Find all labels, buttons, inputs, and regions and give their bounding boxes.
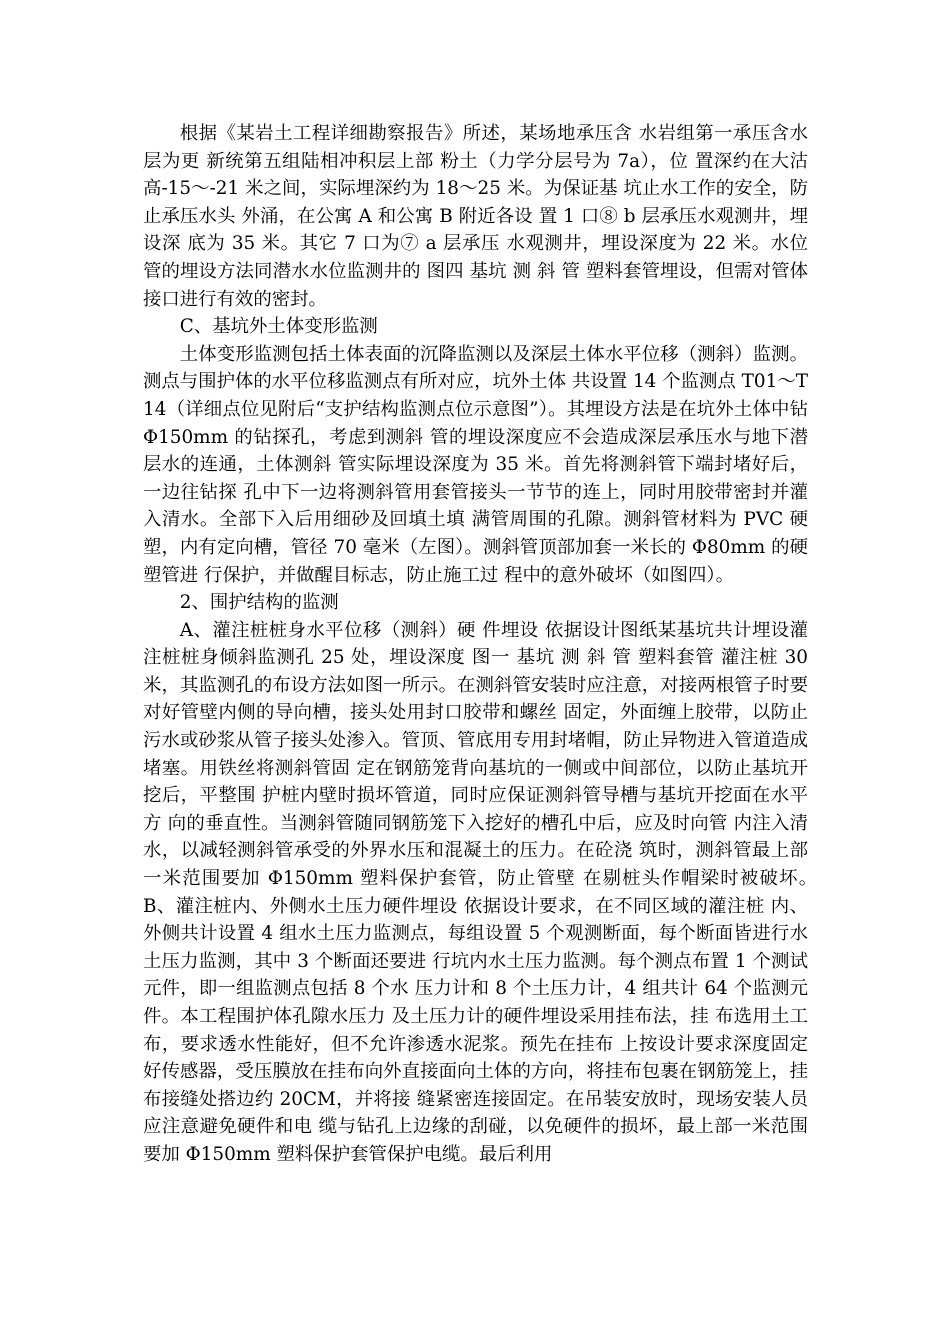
heading-soil-deformation-monitoring: C、基坑外土体变形监测 [179,316,378,338]
paragraph-soil-deformation: 土体变形监测包括土体表面的沉降监测以及深层土体水平位移（测斜）监测。测点与围护体的水平位移监测点有所对应，坑外土体 共设置 14 个监测点 T01～T14（详细点位见附后“支护结构监测点位示意图”）。其埋设方法是在坑外土体中钻 Φ150mm 的钻探孔，考虑到测斜 管的埋设深度应不会造成深层承压水与地下潜层水的连通，土体测斜 管实际埋设深度为 35 米。首先将测斜管下端封堵好后，一边往钻探 孔中下一边将测斜管用套管接头一节节的连上，同时用胶带密封并灌 入清水。全部下入后用细砂及回填土填 满管周围的孔隙。测斜管材料为 PVC 硬 塑，内有定向槽，管径 70 毫米（左图）。测斜管顶部加套一米长的 Φ80mm 的硬 塑管进 行保护，并做醒目标志，防止施工过 程中的意外破坏（如图四）。 [143,343,808,586]
heading-retaining-structure-monitoring: 2、围护结构的监测 [179,592,339,614]
document-body [143,120,833,1169]
paragraph-pile-inclinometer: A、灌注桩桩身水平位移（测斜）硬 件埋设 依据设计图纸某基坑共计埋设灌 注桩桩身倾斜监测孔 25 处，埋设深度 图一 基坑 测 斜 管 塑料套管 灌注桩 30 米，其监测孔的布设方法如图一所示。在测斜管安装时应注意，对接两根管子时要对好管壁内侧的导向槽，接头处用封口胶带和螺丝 固定，外面缠上胶带，以防止污水或砂浆从管子接头处渗入。管顶、管底用专用封堵帽，防止异物进入管道造成堵塞。用铁丝将测斜管固 定在钢筋笼背向基坑的一侧或中间部位，以防止基坑开挖后，平整围 护桩内壁时损坏管道，同时应保证测斜管导槽与基坑开挖面在水平方 向的垂直性。当测斜管随同钢筋笼下入挖好的槽孔中后，应及时向管 内注入清水，以减轻测斜管承受的外界水压和混凝土的压力。在砼浇 筑时，测斜管最上部一米范围要加 Φ150mm 塑料保护套管，防止管壁 在剔桩头作帽梁时被破坏。 B、灌注桩内、外侧水土压力硬件埋设 依据设计要求，在不同区域的灌注桩 内、外侧共计设置 4 组水土压力监测点，每组设置 5 个观测断面，每个断面皆进行水土压力监测，其中 3 个断面还要进 行坑内水土压力监测。每个测点布置 1 个测试元件，即一组监测点包括 8 个水 压力计和 8 个土压力计，4 组共计 64 个监测元件。本工程围护体孔隙水压力 及土压力计的硬件埋设采用挂布法，挂 布选用土工布，要求透水性能好，但不允许渗透水泥浆。预先在挂布 上按设计要求深度固定好传感器，受压膜放在挂布向外直接面向土体的方向，将挂布包裹在钢筋笼上，挂布接缝处搭边约 20CM，并将接 缝紧密连接固定。在吊装安放时，现场安装人员应注意避免硬件和电 缆与钻孔上边缘的刮碰，以免硬件的损坏，最上部一米范围要加 Φ150mm 塑料保护套管保护电缆。最后利用 [143,619,833,1165]
paragraph-confined-aquifer: 根据《某岩土工程详细勘察报告》所述，某场地承压含 水岩组第一承压含水层为更 新统第五组陆相冲积层上部 粉土（力学分层号为 7a），位 置深约在大沽高-15～-21 米之间，实际埋深约为 18～25 米。为保证基 坑止水工作的安全，防止承压水头 外涌，在公寓 A 和公寓 B 附近各设 置 1 口⑧ b 层承压水观测井，埋设深 底为 35 米。其它 7 口为⑦ a 层承压 水观测井，埋设深度为 22 米。水位 管的埋设方法同潜水水位监测井的 图四 基坑 测 斜 管 塑料套管埋设，但需对管体接口进行有效的密封。 [143,123,808,310]
